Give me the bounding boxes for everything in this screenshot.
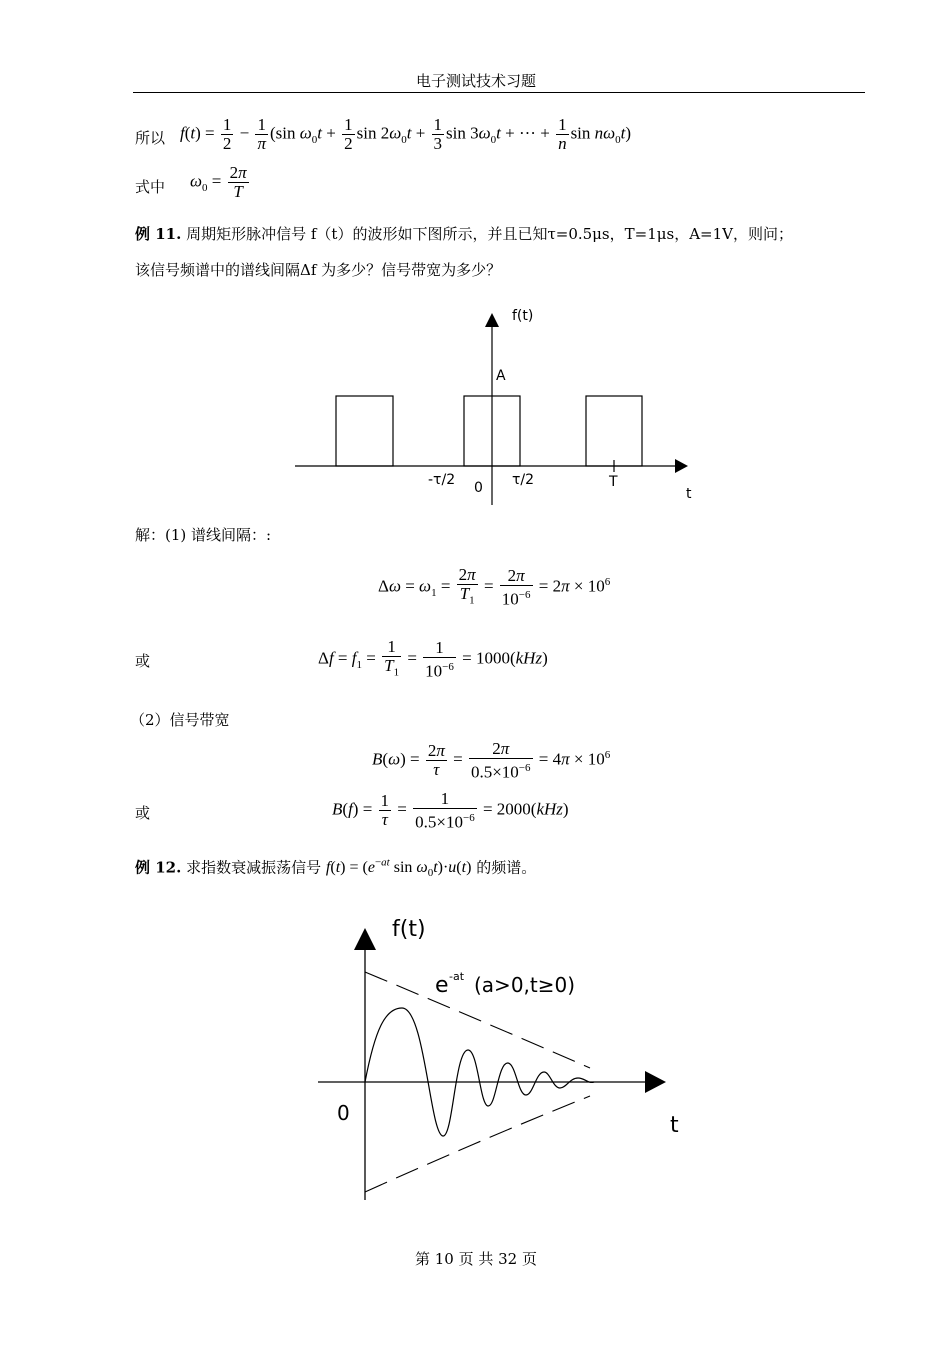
example12-text-before: 求指数衰减振荡信号 xyxy=(186,858,322,877)
pulse-left xyxy=(336,396,393,466)
fig1-neg-half: -τ/2 xyxy=(428,472,456,488)
delta-f-formula: $\Delta f = f_1$ = $\frac{1}{T_1}$ = $\frac{1}{10^{-6}}$ = 1000(kHz) xyxy=(318,637,548,681)
y-axis-arrow xyxy=(354,928,376,950)
fig2-origin: 0 xyxy=(337,1101,350,1125)
example12-label: 例 12. xyxy=(135,858,182,877)
fig1-xlabel: t xyxy=(686,486,692,502)
bandwidth-omega-formula: B(ω) = $\frac{2\pi}{\tau}$ = $\frac{2\pi}{0.5\times 10^{-6}}$ = $4\pi \times 10^6$ xyxy=(372,739,611,782)
damped-oscillation-figure xyxy=(300,900,700,1210)
fig2-envelope-label: e xyxy=(435,973,449,998)
fig1-ylabel: f(t) xyxy=(512,308,534,324)
fig2-envelope-exp: -at xyxy=(449,970,465,983)
example11-paragraph xyxy=(135,224,793,244)
example12-formula: $f(t) = (e^{-at}$ $\sin \omega_0t)\cdot u(t)$ xyxy=(325,857,472,880)
delta-omega-formula: $\Delta\omega = \omega_1$ = $\frac{2\pi}{T_1}$ = $\frac{2\pi}{10^{-6}}$ = $2\pi \times 10^6$ xyxy=(378,565,611,609)
pulse-right xyxy=(586,396,642,466)
damped-sine-curve xyxy=(365,1008,594,1136)
or-2: 或 xyxy=(135,804,151,822)
fourier-series-formula: f(t) = $\frac{1}{2}$ − $\frac{1}{\pi}$ (sin $\omega_0t$ + $\frac{1}{2}$ $\sin 2\omega_0t$ + $\frac{1}{3}$ $\sin 3\omega_0t$ + ··· + $\frac{1}{n}$ $\sin n\omega_0t$) xyxy=(180,115,632,153)
x-axis-arrow xyxy=(675,459,688,473)
example11-text2: 该信号频谱中的谱线间隔Δf 为多少？信号带宽为多少？ xyxy=(135,261,502,279)
rect-pulse-figure xyxy=(290,300,710,510)
solution-step2: （2）信号带宽 xyxy=(130,711,230,729)
or-1: 或 xyxy=(135,652,151,670)
example12-paragraph xyxy=(135,853,536,884)
omega0-formula: $\omega_0$ = $\frac{2\pi}{T}$ xyxy=(190,163,247,201)
line1-prefix: 所以 xyxy=(135,129,166,147)
fig1-origin: 0 xyxy=(474,480,483,496)
fig2-condition: (a>0,t≥0) xyxy=(474,973,576,997)
example11-label: 例 11. xyxy=(135,225,182,243)
x-axis-arrow xyxy=(645,1071,666,1093)
page-header: 电子测试技术习题 xyxy=(415,72,536,90)
fig2-xlabel: t xyxy=(670,1113,679,1138)
y-axis-arrow xyxy=(485,313,499,327)
example12-text-after: 的频谱。 xyxy=(476,858,537,877)
fig2-ylabel: f(t) xyxy=(392,917,426,942)
solution-step1: 解：(1) 谱线间隔：: xyxy=(135,526,272,544)
lower-envelope xyxy=(365,1096,590,1192)
header-rule xyxy=(133,92,865,93)
fig1-pos-half: τ/2 xyxy=(512,472,535,488)
fig1-period: T xyxy=(609,474,618,490)
page-footer: 第 10 页 共 32 页 xyxy=(414,1250,537,1268)
example11-text1: 周期矩形脉冲信号 f（t）的波形如下图所示，并且已知τ=0.5μs，T=1μs，A=1V，则问； xyxy=(186,225,793,243)
line2-prefix: 式中 xyxy=(135,178,166,196)
fig1-amp-label: A xyxy=(496,368,506,384)
bandwidth-f-formula: B(f) = $\frac{1}{\tau}$ = $\frac{1}{0.5\times 10^{-6}}$ = 2000(kHz) xyxy=(332,789,569,832)
